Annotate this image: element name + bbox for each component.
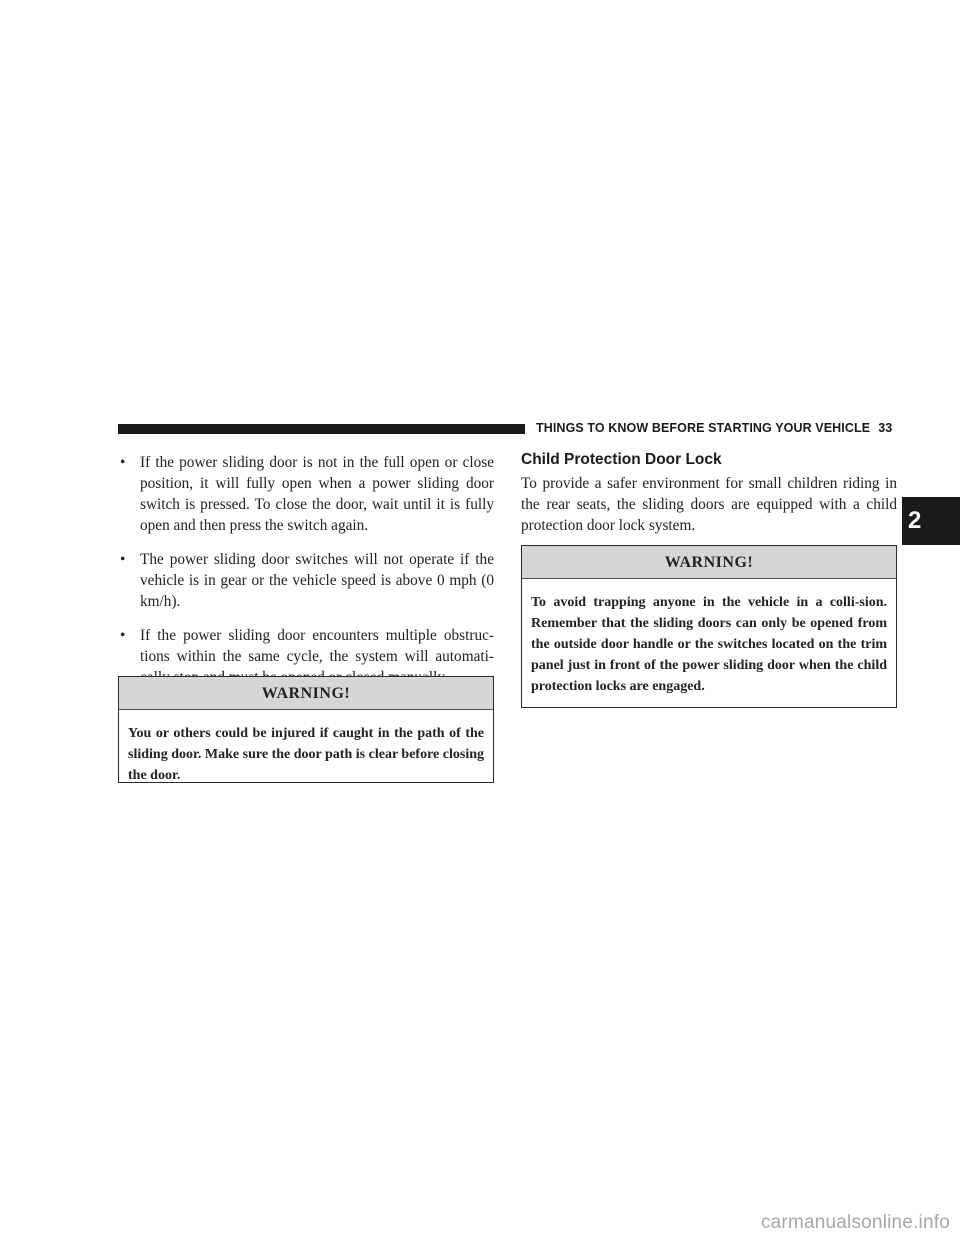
bullet-dot: • — [120, 551, 126, 568]
running-header — [536, 421, 892, 435]
bullet-text: The power sliding door switches will not operate if the vehicle is in gear or the vehicle speed is above 0 mph (0 km/h). — [140, 551, 494, 610]
bullet-item — [118, 452, 494, 536]
bullet-dot: • — [120, 454, 126, 471]
warning-title: WARNING! — [119, 677, 493, 710]
bullet-dot: • — [120, 627, 126, 644]
section-paragraph: To provide a safer environment for small children riding in the rear seats, the sliding doors are equipped with a child protection door lock system. — [521, 475, 897, 534]
bullet-text: If the power sliding door is not in the full open or close position, it will fully open when a power sliding door switch is pressed. To close the door, wait until it is fully open and then press the switch again. — [140, 454, 494, 534]
section-heading: Child Protection Door Lock — [521, 451, 722, 468]
chapter-tab: 2 — [902, 497, 960, 545]
left-column — [118, 452, 494, 701]
header-rule — [118, 424, 525, 434]
warning-title: WARNING! — [522, 546, 896, 579]
warning-text: To avoid trapping anyone in the vehicle in a colli-sion. Remember that the sliding doors can only be opened from the outside door handle or the switches located on the trim panel just in front of the power sliding door when the child protection locks are engaged. — [531, 595, 887, 694]
header-title: THINGS TO KNOW BEFORE STARTING YOUR VEHICLE — [536, 421, 871, 435]
page-number: 33 — [878, 421, 893, 435]
bullet-text: If the power sliding door encounters multiple obstruc-tions within the same cycle, the system will automati- — [140, 627, 494, 665]
right-column — [521, 450, 897, 536]
watermark: carmanualsonline.info — [760, 1212, 950, 1233]
bullet-item — [118, 549, 494, 612]
warning-box-sliding-door — [118, 676, 494, 783]
warning-text: You or others could be injured if caught in the path of the sliding door. Make sure the door path is clear before closing the door. — [128, 726, 484, 783]
warning-box-child-lock — [521, 545, 897, 708]
